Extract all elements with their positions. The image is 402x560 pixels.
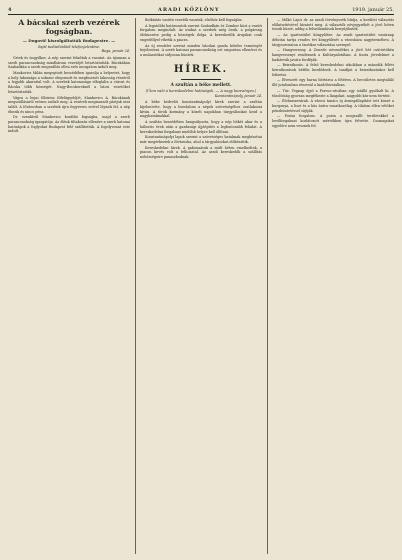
article-paragraph: Kereskedelmi hírek. A gabonaárak a múlt héten emelkedtek, a piacon kevés volt a felhozatal. Az aradi kereskedők a szállítás nehézségeire panaszkodnak. (140, 145, 262, 160)
column-3 (272, 18, 394, 554)
news-paragraph: — Milkó Lajos dr. az aradi törvényszék bírája, a kerületi választás előkészítésével bízatott meg. A választók névjegyzékét a jövő héten teszik közzé, addig a felszólamlások benyújthatók. (272, 18, 394, 32)
article-paragraph: Beiktatás vasútti vezetők vasutak, elsőhöz kell fogságba. (145, 18, 243, 22)
news-item-place: Konstantinápoly, január 24. (214, 93, 262, 98)
article-paragraph: A szultán beszédében hangsúlyozta, hogy a nép békét akar és a háborús évek után a gazdasági újjáépítés a legfontosabb feladat. A kereskedelmi forgalmat mielőbb helyre kell állítani. (140, 120, 262, 134)
article-headline: A bácskai szerb vezérek fogságban. (18, 18, 120, 36)
news-paragraph: — Beiratkozás. A felső kereskedelmi iskolában a második félévi beiratkozások hétfőn kezdődnek. A tandíjat a beiratkozáskor kell lefizetni. (272, 63, 394, 77)
news-paragraph: — Elveszett egy barna bőrtárca a főtéren. A becsületes megtaláló illő jutalomban részesül a kiadóhivatalban. (272, 78, 394, 88)
issue-date: 1919. január 25. (352, 7, 394, 13)
column-divider (135, 18, 136, 554)
news-paragraph: — Az ipartestület közgyűlése. Az aradi ipartestület vasárnap délután tartja rendes évi közgyűlését a városháza nagytermében. A tárgysorozaton a tisztikar választása szerepel. (272, 33, 394, 47)
article-paragraph: Grtek és öngyilkos. A nép szerint feladtak a vasutat. Az újonnan a szerb parancsnokság mindhárom vezetőjét letartóztatták. Bácskában Szabadkán a szerb megszállás ellen erős mozgalom indult meg. (8, 55, 130, 70)
column-2 (140, 18, 262, 554)
article-paragraph: Vágra a bejai főbiztos főfelügyelőjét, Mankovics A. Bácskának megszállásáról erősen szólalt meg. A vezérek megmaradt pártjuk utat talált. A fővárosban a szerbek újra fegyveres erővel lépnek fel, a nép éhezik és nincs pénz. (8, 95, 130, 114)
column-1 (8, 18, 130, 554)
article-paragraph: Az új rendelet szerint minden bácskai gazda köteles terményét bejelenteni. A szerb katonai parancsnokság ezt szigorúan ellenőrzi és a mulasztókat súlyosan bünteti. (140, 43, 262, 57)
article-subheadline: — Dugovič kiszolgáltatták Budapestre. — (22, 38, 116, 43)
header-rule (8, 14, 394, 15)
news-item-subtitle: (Úton való a kereskedelmi hatóságok. — A nagy kiesvényes.) (145, 88, 257, 93)
section-title: HÍREK. (173, 63, 229, 75)
article-paragraph: A béke kedvelői konstantinápolyi hírek szerint a szultán kijelentette, hogy a birodalom a népek szövetségéhez csatlakozni kíván. A török kormány a közeli napokban tárgyalásokat kezd a nagyhatalmakkal. (140, 100, 262, 119)
section-rule (181, 79, 221, 80)
news-paragraph: — Élelmiszerárak. A városi tanács új ármegállapítást tett közzé a burgonya, a liszt és a hús árára vonatkozólag. A tilalom ellen vétőket pénzbüntetéssel sújtják. (272, 99, 394, 113)
news-paragraph: — Postai forgalom. A posta a megszállt területekkel a levélforgalmat korlátozott mértékben újra felvette. Csomagokat egyelőre nem vesznek fel. (272, 114, 394, 128)
news-paragraph: — Hangverseny. A Zenede növendékei a jövő hét csütörtökén hangversenyt rendeznek a Kultúrpalotában. A tiszta jövedelmet a hadiárvák javára fordítják. (272, 48, 394, 62)
article-place: Bega, január 24. (101, 49, 130, 54)
news-paragraph: — Tűz. Tegnap éjjel a Ferenc-utcában egy istálló gyulladt ki. A tűzoltóság gyorsan megfékezte a lángokat, nagyobb kár nem történt. (272, 88, 394, 98)
article-paragraph: Konstantinápolyi lapok szerint a szövetséges hatalmak megbízottai már megérkeztek a fővárosba, ahol a tárgyalásokat előkészítik. (140, 135, 262, 144)
news-item-title: A szultán a béke mellett. (170, 82, 232, 88)
article-from-line: Saját tudósítónktól telefonjelentése. (37, 44, 101, 49)
article-paragraph: A legutóbbi határozatok szerint Szabadkán és Zombor közt a vasúti forgalom megindult. Az utakat a szerbek még őrzik, a polgárság élelmezése pedig a községek dolga. A kereskedők árujukat csak engedéllyel vihetik a piacra. (140, 23, 262, 42)
paper-name: ARADI KÖZLÖNY (158, 7, 220, 13)
page-number: 4 (8, 7, 12, 13)
column-divider (267, 18, 268, 554)
article-paragraph: Dr. ezenkívül Mankovics korábbi fogságba, majd a szerb parancsnokság igazgatója. Az élénk tiltakozás ellenére a szerb katonai hatóságok a foglyokat Budapest felé szállították. A fogolyvonat este indult. (8, 115, 130, 134)
article-paragraph: Mankovics Milán megnyitott beszédében igazolja a helyzetet, hogy a hely lakossága a sokszor elnyomott és megfosztott lakosság részéről a legjobb akarattal volt. A szerbek katonasága elfoglalta a várost és Bácska több községét. Nagy-Becskereknél a bácsi vezetőket letartóztatták. (8, 71, 130, 94)
